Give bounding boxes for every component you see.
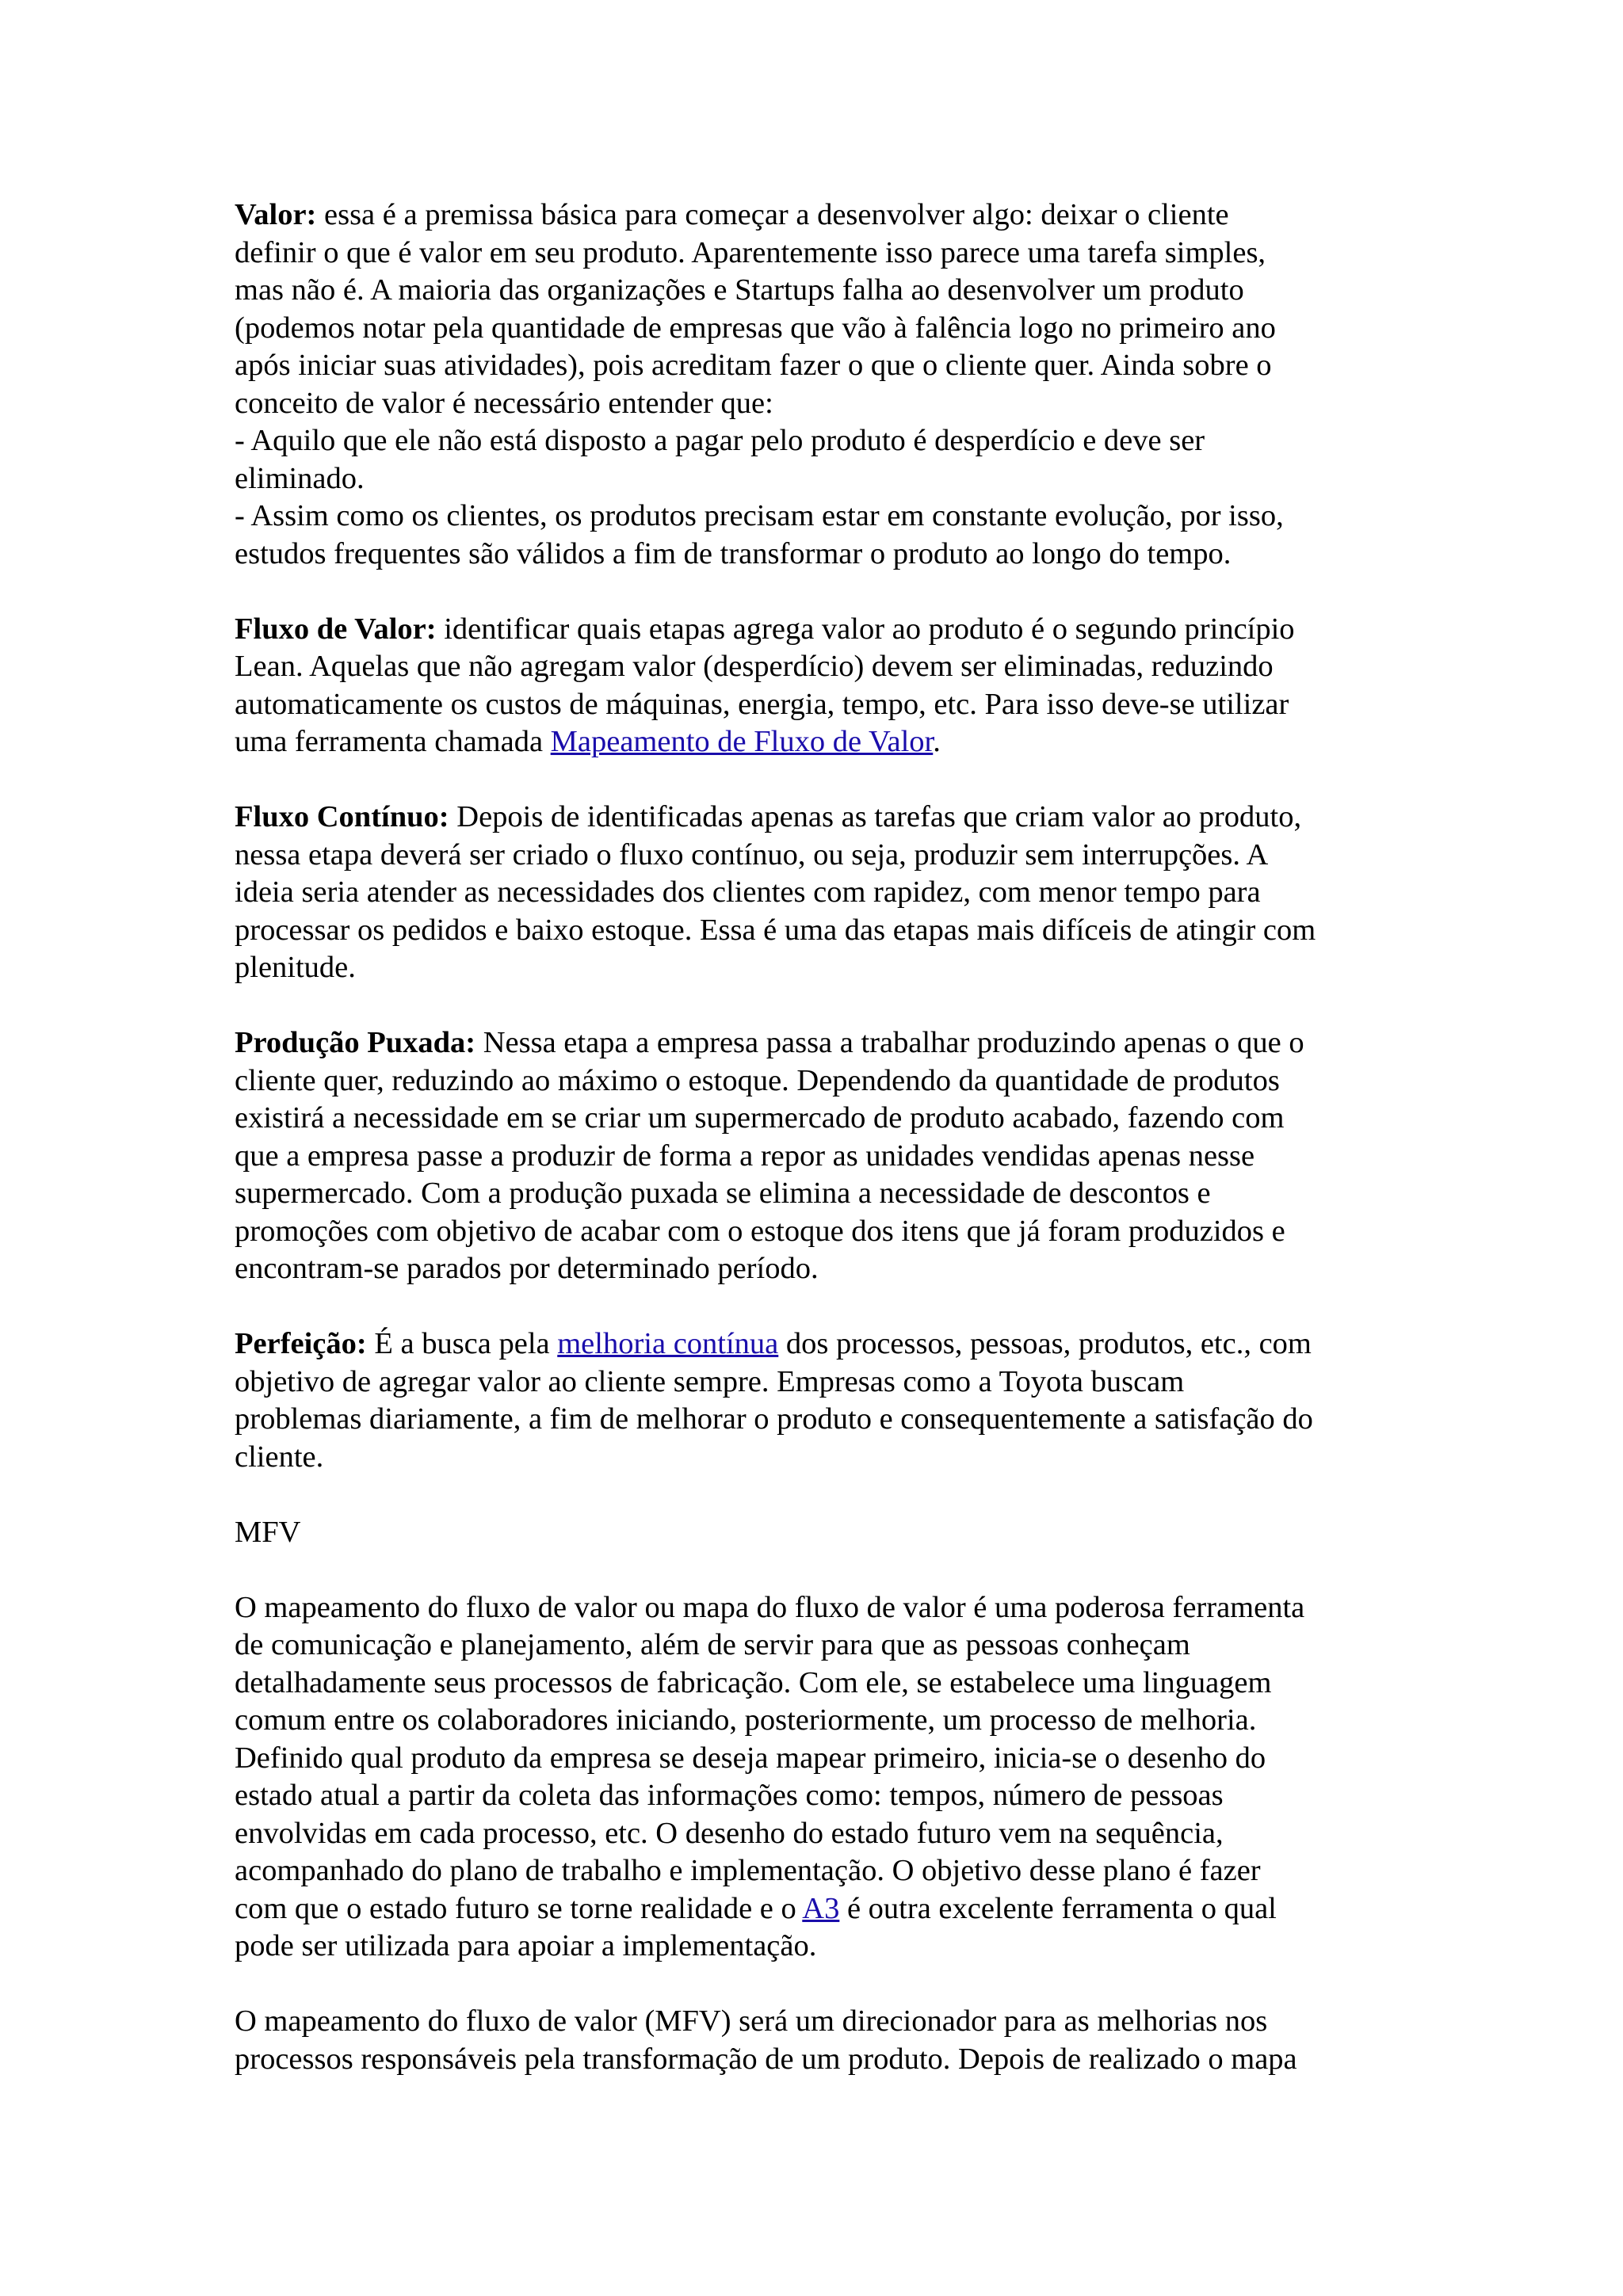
body-text: ideia seria atender as necessidades dos clientes com rapidez, com menor tempo para: [235, 875, 1261, 909]
text-line: [235, 1777, 1423, 1815]
body-text: promoções com objetivo de acabar com o estoque dos itens que já foram produzidos e: [235, 1214, 1285, 1248]
inline-link[interactable]: melhoria contínua: [557, 1327, 779, 1360]
text-line: [235, 1890, 1423, 1928]
body-text: (podemos notar pela quantidade de empresas que vão à falência logo no primeiro ano: [235, 311, 1276, 345]
body-text: objetivo de agregar valor ao cliente sempre. Empresas como a Toyota buscam: [235, 1364, 1185, 1398]
body-text: plenitude.: [235, 951, 356, 984]
paragraph: [235, 1024, 1423, 1288]
body-text: com que o estado futuro se torne realidade e o: [235, 1891, 803, 1925]
text-line: [235, 2041, 1423, 2079]
body-text: nessa etapa deverá ser criado o fluxo contínuo, ou seja, produzir sem interrupções. A: [235, 837, 1269, 871]
body-text: de comunicação e planejamento, além de servir para que as pessoas conheçam: [235, 1628, 1190, 1661]
body-text: é outra excelente ferramenta o qual: [839, 1891, 1277, 1925]
body-text: que a empresa passe a produzir de forma a repor as unidades vendidas apenas nesse: [235, 1138, 1255, 1173]
text-line: [235, 1852, 1423, 1890]
paragraph: [235, 799, 1423, 987]
text-line: [235, 235, 1423, 273]
body-text: após iniciar suas atividades), pois acreditam fazer o que o cliente quer. Ainda sobre o: [235, 349, 1272, 382]
text-line: [235, 837, 1423, 875]
paragraph: [235, 1325, 1423, 1476]
body-text: acompanhado do plano de trabalho e implementação. O objetivo desse plano é fazer: [235, 1854, 1261, 1887]
text-line: [235, 1702, 1423, 1740]
paragraph: [235, 611, 1423, 761]
text-line: [235, 1062, 1423, 1100]
body-text: comum entre os colaboradores iniciando, posteriormente, um processo de melhoria.: [235, 1703, 1257, 1737]
body-text: Depois de identificadas apenas as tarefas que criam valor ao produto,: [449, 800, 1302, 833]
text-line: [235, 1514, 1423, 1552]
section-term: Fluxo Contínuo:: [235, 800, 449, 833]
text-line: [235, 1401, 1423, 1439]
text-line: [235, 1439, 1423, 1477]
text-line: [235, 686, 1423, 724]
text-line: [235, 723, 1423, 761]
body-text: Definido qual produto da empresa se deseja mapear primeiro, inicia-se o desenho do: [235, 1741, 1266, 1775]
section-term: Perfeição:: [235, 1327, 367, 1360]
text-line: [235, 1138, 1423, 1176]
body-text: problemas diariamente, a fim de melhorar o produto e consequentemente a satisfação do: [235, 1402, 1313, 1436]
body-text: estado atual a partir da coleta das informações como: tempos, número de pessoas: [235, 1779, 1224, 1812]
body-text: cliente.: [235, 1440, 324, 1474]
text-line: [235, 1665, 1423, 1703]
body-text: envolvidas em cada processo, etc. O desenho do estado futuro vem na sequência,: [235, 1816, 1224, 1850]
text-line: [235, 1250, 1423, 1288]
body-text: pode ser utilizada para apoiar a implementação.: [235, 1929, 817, 1962]
text-line: [235, 648, 1423, 686]
body-text: conceito de valor é necessário entender que:: [235, 386, 773, 420]
text-line: [235, 1815, 1423, 1853]
section-term: Produção Puxada:: [235, 1026, 476, 1059]
text-line: [235, 874, 1423, 912]
section-term: Fluxo de Valor:: [235, 612, 437, 646]
inline-link[interactable]: Mapeamento de Fluxo de Valor: [550, 725, 934, 758]
body-text: automaticamente os custos de máquinas, energia, tempo, etc. Para isso deve-se utilizar: [235, 687, 1289, 721]
text-line: [235, 1024, 1423, 1062]
body-text: mas não é. A maioria das organizações e Startups falha ao desenvolver um produto: [235, 273, 1244, 307]
document-body: [235, 196, 1423, 2116]
text-line: [235, 1627, 1423, 1665]
paragraph: [235, 2003, 1423, 2078]
body-text: identificar quais etapas agrega valor ao produto é o segundo princípio: [436, 612, 1295, 646]
text-line: [235, 949, 1423, 987]
inline-link[interactable]: A3: [802, 1891, 840, 1925]
text-line: [235, 536, 1423, 574]
text-line: [235, 912, 1423, 950]
body-text: eliminado.: [235, 461, 365, 495]
body-text: Nessa etapa a empresa passa a trabalhar produzindo apenas o que o: [475, 1026, 1304, 1059]
body-text: MFV: [235, 1515, 301, 1549]
text-line: [235, 799, 1423, 837]
body-text: processos responsáveis pela transformação de um produto. Depois de realizado o mapa: [235, 2042, 1297, 2076]
text-line: [235, 1325, 1423, 1363]
text-line: [235, 2003, 1423, 2041]
text-line: [235, 1589, 1423, 1627]
text-line: [235, 1213, 1423, 1251]
body-text: - Assim como os clientes, os produtos precisam estar em constante evolução, por isso,: [235, 499, 1284, 532]
text-line: [235, 1175, 1423, 1213]
body-text: O mapeamento do fluxo de valor (MFV) será um direcionador para as melhorias nos: [235, 2004, 1268, 2038]
body-text: Lean. Aquelas que não agregam valor (desperdício) devem ser eliminadas, reduzindo: [235, 650, 1274, 683]
paragraph: [235, 196, 1423, 573]
body-text: O mapeamento do fluxo de valor ou mapa do fluxo de valor é uma poderosa ferramenta: [235, 1590, 1305, 1624]
text-line: [235, 1363, 1423, 1402]
paragraph: [235, 1589, 1423, 1966]
body-text: supermercado. Com a produção puxada se elimina a necessidade de descontos e: [235, 1177, 1211, 1210]
body-text: cliente quer, reduzindo ao máximo o estoque. Dependendo da quantidade de produtos: [235, 1063, 1280, 1097]
body-text: definir o que é valor em seu produto. Aparentemente isso parece uma tarefa simples,: [235, 235, 1266, 269]
text-line: [235, 611, 1423, 649]
paragraph: [235, 1514, 1423, 1552]
text-line: [235, 310, 1423, 348]
body-text: detalhadamente seus processos de fabricação. Com ele, se estabelece uma linguagem: [235, 1665, 1272, 1699]
text-line: [235, 347, 1423, 385]
body-text: processar os pedidos e baixo estoque. Essa é uma das etapas mais difíceis de atingir com: [235, 913, 1316, 947]
text-line: [235, 460, 1423, 498]
body-text: .: [933, 725, 941, 758]
text-line: [235, 422, 1423, 460]
text-line: [235, 272, 1423, 310]
text-line: [235, 385, 1423, 423]
body-text: encontram-se parados por determinado período.: [235, 1252, 819, 1285]
body-text: uma ferramenta chamada: [235, 725, 551, 758]
text-line: [235, 498, 1423, 536]
text-line: [235, 1100, 1423, 1138]
body-text: É a busca pela: [366, 1327, 558, 1360]
text-line: [235, 1928, 1423, 1966]
text-line: [235, 196, 1423, 235]
body-text: - Aquilo que ele não está disposto a pagar pelo produto é desperdício e deve ser: [235, 424, 1205, 457]
body-text: estudos frequentes são válidos a fim de transformar o produto ao longo do tempo.: [235, 536, 1232, 570]
body-text: dos processos, pessoas, produtos, etc., com: [778, 1327, 1312, 1360]
body-text: existirá a necessidade em se criar um supermercado de produto acabado, fazendo com: [235, 1101, 1285, 1135]
body-text: essa é a premissa básica para começar a desenvolver algo: deixar o cliente: [316, 198, 1229, 231]
section-term: Valor:: [235, 198, 317, 231]
text-line: [235, 1740, 1423, 1778]
